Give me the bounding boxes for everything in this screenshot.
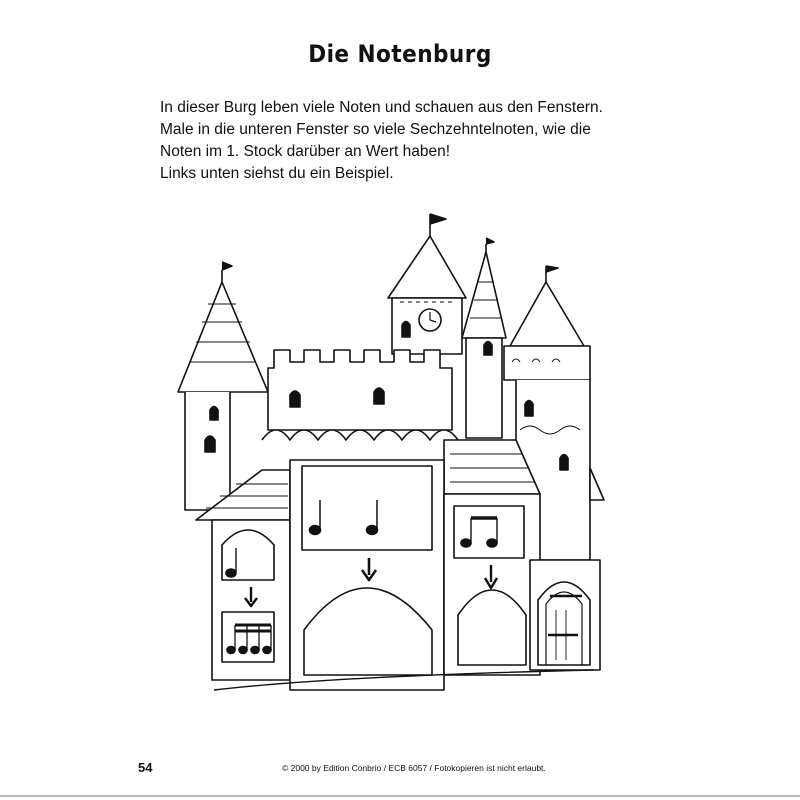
page-title: Die Notenburg (308, 40, 492, 68)
flag-icon (486, 238, 494, 244)
left-tower (178, 262, 268, 510)
flag-icon (222, 262, 232, 270)
clock-tower (388, 214, 466, 354)
copyright-notice: © 2000 by Edition Conbrio / ECB 6057 / Fotokopieren ist nicht erlaubt. (282, 763, 546, 773)
instruction-line-3: Noten im 1. Stock darüber an Wert haben! (160, 143, 451, 160)
castle-illustration (170, 208, 620, 698)
flag-icon (430, 214, 446, 224)
flag-icon (546, 266, 558, 272)
instruction-line-1: In dieser Burg leben viele Noten und schauen aus den Fenstern. (160, 99, 603, 116)
instruction-line-2: Male in die unteren Fenster so viele Sechzehntelnoten, wie die (160, 121, 591, 138)
middle-tower (462, 238, 506, 438)
castle-door (538, 582, 590, 665)
page-number: 54 (138, 760, 153, 775)
instruction-line-4: Links unten siehst du ein Beispiel. (160, 165, 394, 182)
instructions (160, 97, 660, 185)
main-keep (262, 350, 458, 440)
page-edge (0, 795, 800, 797)
